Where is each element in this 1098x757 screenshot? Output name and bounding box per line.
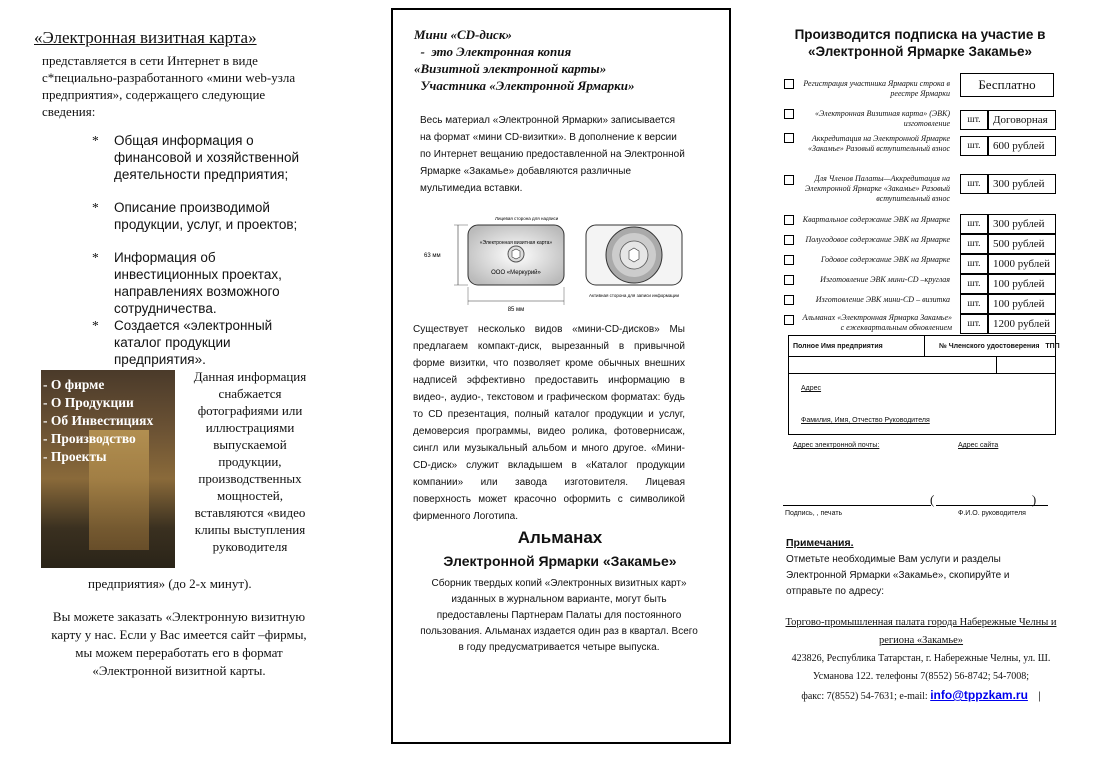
service-price: 1000 рублей <box>988 254 1056 274</box>
width-label: 85 мм <box>507 307 525 313</box>
site-field[interactable]: Адрес сайта <box>958 442 999 449</box>
service-label: Изготовление ЭВК мини-CD –круглая <box>820 275 950 284</box>
service-unit: шт. <box>960 214 988 234</box>
almanac-title: Альманах <box>517 528 603 547</box>
bullet-item: * Описание производимой продукции, услуг, и проектов; <box>92 200 298 232</box>
service-label: Годовое содержание ЭВК на Ярмарке <box>820 255 950 264</box>
service-checkbox[interactable] <box>784 235 794 245</box>
fio-caption: Ф.И.О. руководителя <box>958 510 1026 517</box>
service-price: 300 рублей <box>988 174 1056 194</box>
photo-menu-item[interactable]: - Производство <box>43 431 136 446</box>
notes-title: Примечания. <box>786 537 854 549</box>
head-name-field[interactable]: Фамилия, Имя, Отчество Руководителя <box>801 417 930 424</box>
bullet-item: * Создается «электронный каталог продукции предприятия». <box>92 318 273 367</box>
asterisk-icon: * <box>92 318 99 333</box>
service-checkbox[interactable] <box>784 175 794 185</box>
contact-block <box>776 614 1066 706</box>
service-checkbox[interactable] <box>784 255 794 265</box>
text-cursor: | <box>1038 691 1041 702</box>
email-field[interactable]: Адрес электронной почты: <box>793 442 880 449</box>
order-text: Вы можете заказать «Электронную визитную карту у нас. Если у Вас имеется сайт –фирмы, мы можем переработать его в формат «Электронной визитной карты. <box>51 609 307 678</box>
cd-figure <box>420 215 690 320</box>
service-checkbox[interactable] <box>784 109 794 119</box>
almanac-subtitle: Электронной Ярмарки «Закамье» <box>443 553 677 569</box>
photo-menu-item[interactable]: - Проекты <box>43 449 107 464</box>
service-label: Изготовление ЭВК мини-CD – визитка <box>815 295 950 304</box>
notes-body: Отметьте необходимые Вам услуги и разделы Электронной Ярмарки «Закамье», скопируйте и отправьте по адресу: <box>786 554 1010 597</box>
service-unit: шт. <box>960 314 988 334</box>
service-checkbox[interactable] <box>784 275 794 285</box>
company-photo <box>41 370 175 568</box>
front-caption: Лицевая сторона для надписи <box>495 216 559 221</box>
service-label: «Электронная Визитная карта» (ЭВК) изготовление <box>814 109 950 128</box>
card-company: ООО «Меркурий» <box>491 270 541 276</box>
cd-heading: Мини «CD-диск» - это Электронная копия «Визитной электронной карты» Участника «Электронной Ярмарки» <box>414 27 635 93</box>
service-label: Альманах «Электронная Ярмарка Закамье» с ежеквартальным обновлением <box>802 313 952 332</box>
sign-caption: Подпись, , печать <box>785 510 843 517</box>
bullet-item: * Информация об инвестиционных проектах, направлениях возможного сотрудничества. <box>92 250 282 316</box>
service-checkbox[interactable] <box>784 133 794 143</box>
company-name-field[interactable]: Полное Имя предприятия <box>793 343 883 350</box>
photo-menu-item[interactable]: - Об Инвестициях <box>43 413 154 428</box>
address-field[interactable]: Адрес <box>801 385 822 392</box>
service-price: 100 рублей <box>988 294 1056 314</box>
postal-address: 423826, Республика Татарстан, г. Набережные Челны, ул. Ш. Усманова 122. телефоны 7(8552) 56-8742; 54-7008; <box>791 653 1051 682</box>
service-unit: шт. <box>960 136 988 156</box>
service-unit: шт. <box>960 110 988 130</box>
cd-hub-icon <box>512 249 520 259</box>
service-unit: шт. <box>960 234 988 254</box>
service-label: Квартальное содержание ЭВК на Ярмарке <box>802 215 950 224</box>
member-number-field[interactable]: № Членского удостоверения ТПП <box>939 343 1060 350</box>
service-price: 100 рублей <box>988 274 1056 294</box>
photo-menu <box>43 376 153 466</box>
service-price: 300 рублей <box>988 214 1056 234</box>
subscription-title: Производится подписка на участие в «Электронной Ярмарке Закамье» <box>794 27 1046 59</box>
service-checkbox[interactable] <box>784 295 794 305</box>
cd-hub-icon <box>629 248 639 262</box>
service-price: Бесплатно <box>960 73 1054 97</box>
asterisk-icon: * <box>92 200 99 215</box>
service-checkbox[interactable] <box>784 315 794 325</box>
fax-line: факс: 7(8552) 54-7631; e-mail: info@tppzkam.ru | <box>801 688 1041 702</box>
service-price: Договорная <box>988 110 1056 130</box>
service-unit: шт. <box>960 294 988 314</box>
back-caption: Активная сторона для записи информации <box>588 293 680 298</box>
height-label: 63 мм <box>424 253 441 259</box>
asterisk-icon: * <box>92 133 99 148</box>
photo-menu-item[interactable]: - О Продукции <box>43 395 134 410</box>
service-unit: шт. <box>960 254 988 274</box>
service-price: 600 рублей <box>988 136 1056 156</box>
service-checkbox[interactable] <box>784 215 794 225</box>
visit-card-title: «Электронная визитная карта» <box>34 28 257 47</box>
service-price: 1200 рублей <box>988 314 1056 334</box>
service-price: 500 рублей <box>988 234 1056 254</box>
signature-line[interactable] <box>783 505 931 506</box>
card-text: «Электронная визитная карта» <box>479 240 553 246</box>
application-form <box>788 335 1060 435</box>
email-link[interactable]: info@tppzkam.ru <box>930 688 1028 702</box>
fio-line[interactable] <box>936 505 1048 506</box>
service-label: Для Членов Палаты—Аккредитация на Электронной Ярмарке «Закамье» Разовый вступительный взнос <box>804 174 950 203</box>
visit-card-intro: представляется в сети Интернет в виде с*пециально-разработанного «мини web-узла предприятия», содержащего следующие сведения: <box>42 53 296 119</box>
photo-menu-item[interactable]: - О фирме <box>43 377 105 392</box>
cd-description: Существует несколько видов «мини-CD-дисков» Мы предлагаем компакт-диск, вырезанный в привычной форме визитки, что позволяет кроме обычных внешних надписей эффективно предоставить информацию в видео-, аудио-, текстовом и графическом форматах: будь то CD презентация, полный каталог продукции и услуг, демоверсия программы, видео ролика, фотовернисаж, сингл или музыкальный альбом и много другое. «Мини-CD-диск» служит вкладышем в «Каталог продукции компании» или завода изготовителя. Лицевая поверхность может красочно оформить с символикой фирменного Логотипа. <box>413 324 685 522</box>
photo-caption: Данная информация снабжается фотографиями или иллюстрациями выпускаемой продукции, производственных мощностей, вставляются «видео клипы выступления руководителя <box>193 369 307 554</box>
bullet-item: * Общая информация о финансовой и хозяйственной деятельности предприятия; <box>92 133 300 182</box>
service-unit: шт. <box>960 274 988 294</box>
service-unit: шт. <box>960 174 988 194</box>
service-checkbox[interactable] <box>784 79 794 89</box>
org-name: Торгово-промышленная палата города Набережные Челны и региона «Закамье» <box>785 617 1057 646</box>
photo-caption-tail: предприятия» (до 2-х минут). <box>88 576 252 591</box>
fio-parentheses: ( ) <box>930 492 1037 507</box>
cd-body-text: Весь материал «Электронной Ярмарки» записывается на формат «мини CD-визитки». В дополнение к версии по Интернет вещанию предоставленной на Электронной Ярмарке «Закамье» добавляются различные мультимедиа вставки. <box>420 115 685 194</box>
service-label: Регистрация участника Ярмарки строка в реестре Ярмарки <box>803 79 950 98</box>
service-label: Аккредитация на Электронной Ярмарке «Закамье» Разовый вступительный взнос <box>808 134 950 153</box>
asterisk-icon: * <box>92 250 99 265</box>
almanac-body: Сборник твердых копий «Электронных визитных карт» изданных в журнальном варианте, могут быть предоставлены Партнерам Палаты для постоянного пользования. Альманах издается один раз в квартал. Всего в году предусматривается четыре выпуска. <box>420 578 698 653</box>
service-label: Полугодовое содержание ЭВК на Ярмарке <box>805 235 950 244</box>
